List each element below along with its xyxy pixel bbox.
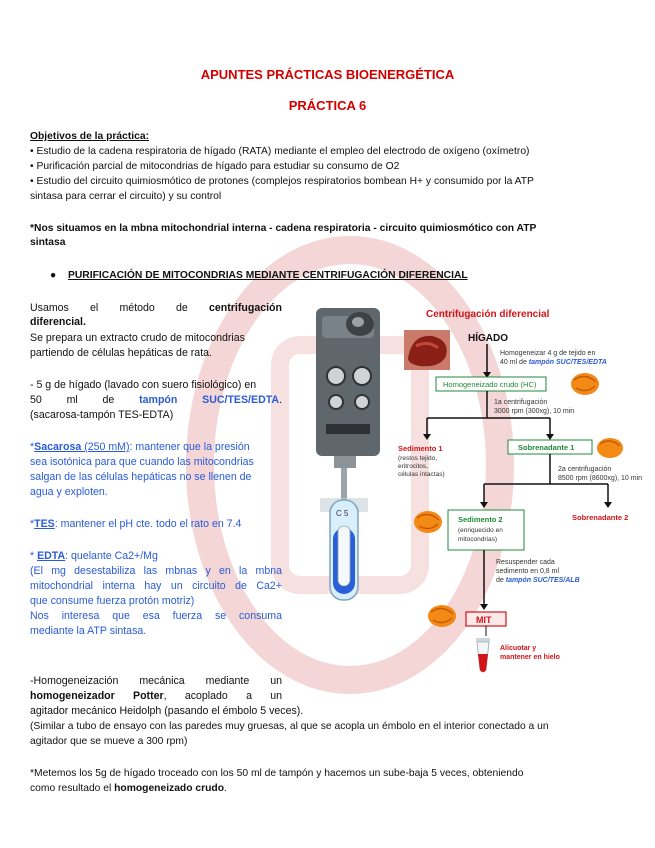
edta-note: que consume fuerza protón motriz) [30, 595, 195, 607]
sediment-1-detail: (restos tejido, [398, 455, 438, 462]
edta-note: Nos interesa que esa fuerza se consuma [30, 610, 282, 622]
homog-line: agitador mecánico Heidolph (pasando el émbolo 5 veces). [30, 705, 304, 717]
mitochondria-icon [428, 605, 456, 627]
tes-note: *TES: mantener el pH cte. todo el rato en 7.4 [30, 518, 242, 530]
sediment-1-title: Sedimento 1 [398, 444, 443, 453]
aliquot-note: mantener en hielo [500, 654, 560, 661]
objective-item: • Estudio de la cadena respiratoria de hígado (RATA) mediante el empleo del electrodo de oxígeno (oxímetro) [30, 146, 530, 157]
homog-note: Homogeneizar 4 g de tejido en [500, 350, 596, 357]
page-subtitle: PRÁCTICA 6 [288, 98, 367, 113]
liver-line: (sacarosa-tampón TES-EDTA) [30, 409, 174, 421]
intro-line: Se prepara un extracto crudo de mitocondrias [30, 332, 245, 344]
sacarosa-note: salgan de las células hepáticas no se llenen de [30, 471, 252, 483]
section-bullet: ● [50, 270, 57, 281]
sediment-2-detail: (enriquecido en [458, 527, 503, 534]
objectives-heading: Objetivos de la práctica: [30, 131, 150, 142]
homog-line: agitador que se mueve a 300 rpm) [30, 736, 188, 747]
intro-line: diferencial. [30, 316, 86, 328]
objective-item: • Estudio del circuito quimiosmótico de protones (complejos respiratorios bombean H+ y consumido por la ATP [30, 176, 534, 187]
device-label: C 5 [336, 509, 349, 518]
liver-image [404, 330, 450, 370]
edta-note: (El mg desestabiliza las mbnas y en la mbna [30, 565, 282, 577]
sacarosa-note: sea isotónica para que cuando las mitocondrias [30, 456, 254, 468]
centrifugation-1-note: 3000 rpm (300xg), 10 min [494, 408, 575, 415]
sacarosa-note: agua y exploten. [30, 486, 108, 498]
liver-label: HÍGADO [468, 333, 508, 344]
sacarosa-note: *Sacarosa (250 mM): mantener que la presión [30, 441, 250, 453]
page-title: APUNTES PRÁCTICAS BIOENERGÉTICA [200, 67, 455, 82]
intro-line: partiendo de células hepáticas de rata. [30, 347, 212, 359]
edta-note: mediante la ATP sintasa. [30, 625, 147, 637]
sediment-1-detail: eritrocitos, [398, 463, 428, 470]
diagram-title: Centrifugación diferencial [426, 309, 550, 320]
objective-item: sintasa para cerrar el circuito) y su control [30, 191, 222, 202]
note-line: sintasa [30, 237, 66, 248]
edta-note: mitochondrial interna hay un circuito de Ca2+ [30, 580, 282, 592]
final-line: como resultado el homogeneizado crudo. [30, 783, 227, 794]
sediment-2-icon [414, 511, 442, 533]
homog-line: -Homogeneización mecánica mediante un [30, 675, 282, 687]
centrifugation-figure [300, 298, 645, 678]
final-line: *Metemos los 5g de hígado troceado con los 50 ml de tampón y hacemos un sube-baja 5 veces, obteniendo [30, 768, 524, 779]
figure-svg [300, 298, 645, 678]
section-heading: PURIFICACIÓN DE MITOCONDRIAS MEDIANTE CENTRIFUGACIÓN DIFERENCIAL [68, 270, 468, 281]
sediment-2-detail: mitocondrias) [458, 536, 498, 543]
intro-line: Usamos el método de centrifugación [30, 302, 282, 314]
homog-line: homogeneizador Potter, acoplado a un [30, 690, 283, 702]
homogenate-icon [571, 373, 599, 395]
aliquot-note: Alícuotar y [500, 645, 537, 652]
resuspend-note: sedimento en 0,8 ml [496, 568, 560, 575]
supernatant-1-icon [597, 438, 623, 458]
homogenizer-device-image [316, 308, 380, 600]
sediment-1-detail: células intactas) [398, 471, 445, 478]
aliquot-tube-icon [476, 638, 490, 672]
hc-label: Homogeneizado crudo (HC) [443, 380, 537, 389]
homog-line: (Similar a tubo de ensayo con las paredes muy gruesas, al que se acopla un émbolo en el interior conectado a un [30, 721, 549, 732]
resuspend-note: de tampón SUC/TES/ALB [496, 577, 580, 584]
objective-item: • Purificación parcial de mitocondrias de hígado para estudiar su consumo de O2 [30, 161, 400, 172]
edta-note: * EDTA: quelante Ca2+/Mg [30, 550, 158, 562]
centrifugation-2-note: 8500 rpm (8600xg), 10 min [558, 475, 643, 482]
supernatant-1-label: Sobrenadante 1 [518, 443, 575, 452]
supernatant-2-label: Sobrenadante 2 [572, 513, 629, 522]
centrifugation-2-note: 2a centrifugación [558, 466, 612, 473]
liver-line: 50 ml de tampón SUC/TES/EDTA. [30, 394, 283, 406]
note-line: *Nos situamos en la mbna mitochondrial interna - cadena respiratoria - circuito quimiosmótico con ATP [30, 223, 537, 234]
liver-line: - 5 g de hígado (lavado con suero fisiológico) en [30, 379, 257, 391]
centrifugation-1-note: 1a centrifugación [494, 399, 548, 406]
homog-note: 40 ml de tampón SUC/TES/EDTA [500, 359, 607, 366]
sediment-2-title: Sedimento 2 [458, 515, 503, 524]
resuspend-note: Resuspender cada [496, 559, 555, 566]
mit-label: MIT [476, 615, 492, 625]
